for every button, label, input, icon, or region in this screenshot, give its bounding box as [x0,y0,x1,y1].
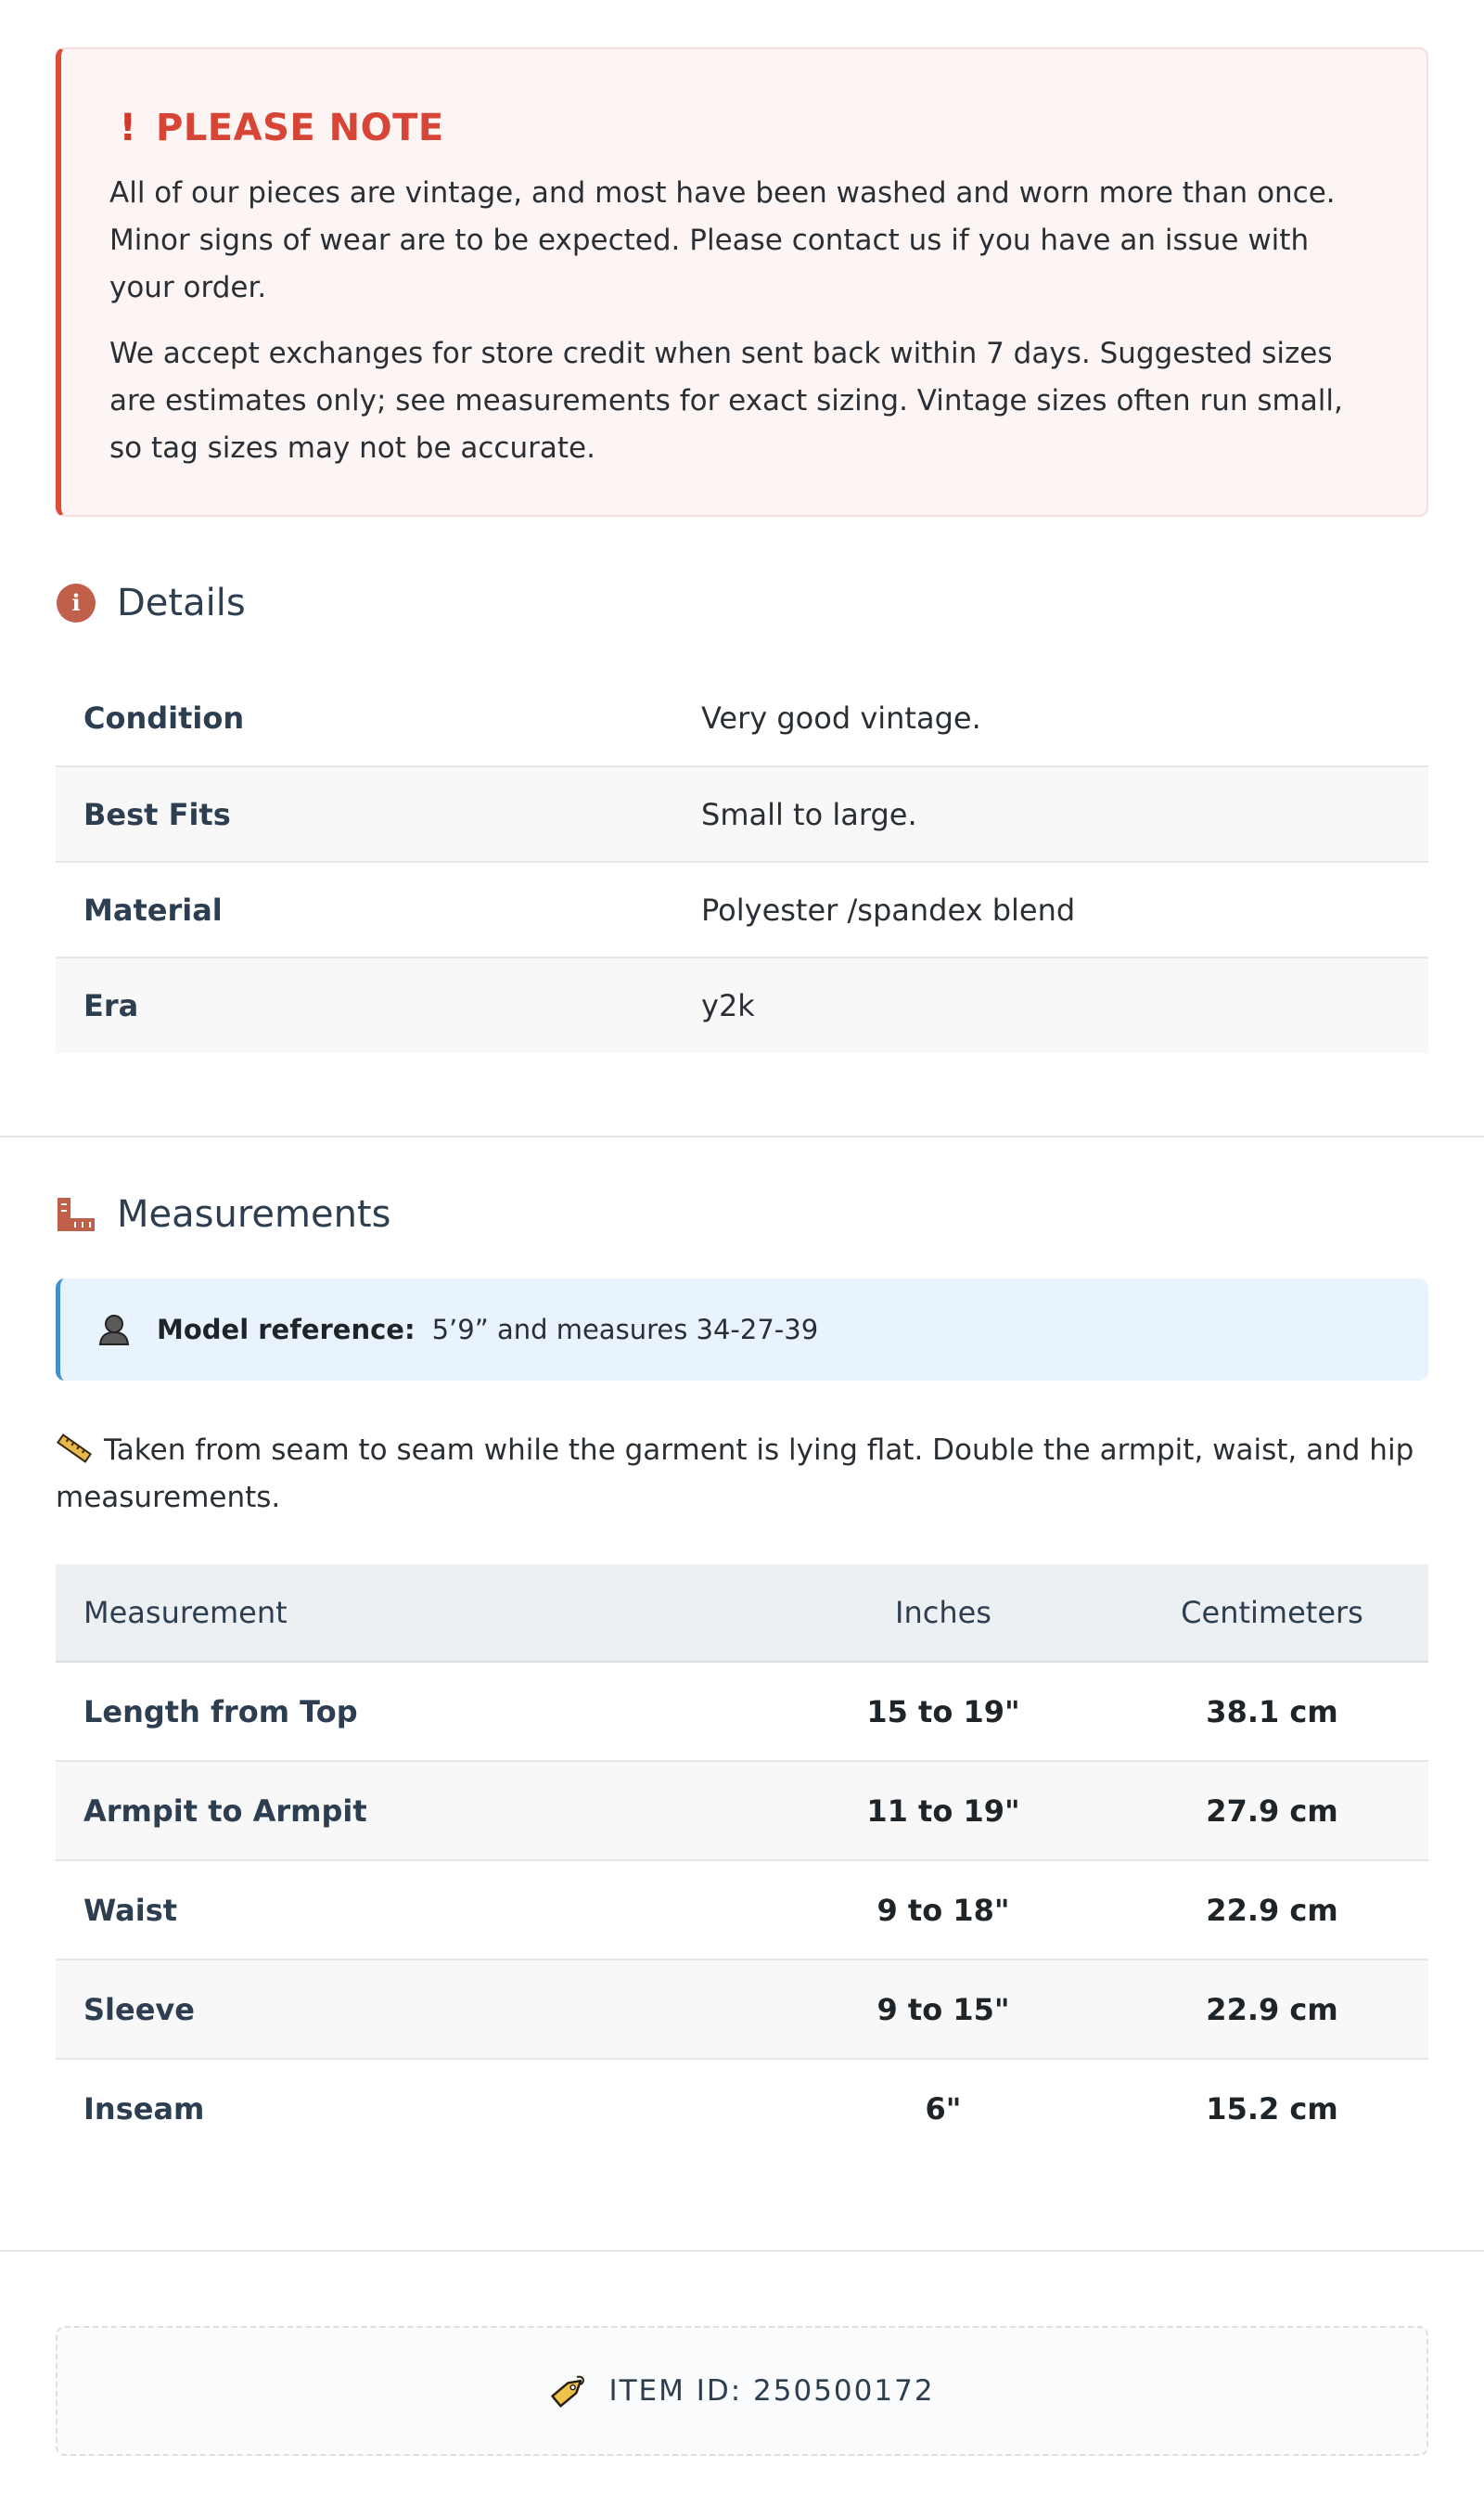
measurement-note [56,1427,1428,1522]
measurement-note-text: Taken from seam to seam while the garment is lying flat. Double the armpit, waist, and hip measurements. [56,1433,1414,1514]
person-icon [97,1313,131,1346]
table-row [56,2059,1428,2157]
detail-label: Era [56,957,673,1053]
detail-label: Best Fits [56,766,673,862]
measurement-name: Armpit to Armpit [56,1761,771,1860]
table-row [56,1960,1428,2059]
measurements-table [56,1564,1428,2157]
column-header-measurement: Measurement [56,1564,771,1662]
table-header-row [56,1564,1428,1662]
model-reference-label: Model reference: [157,1314,416,1345]
measurement-inches: 15 to 19" [866,1693,1020,1729]
detail-value: Very good vintage. [701,700,981,736]
measurement-cm: 22.9 cm [1116,1960,1428,2059]
table-row [56,957,1428,1053]
measurement-inches: 6" [771,2059,1116,2157]
item-id-box [56,2326,1428,2456]
table-row [56,1860,1428,1960]
exclamation-icon: ! [119,107,137,149]
product-info-page [0,47,1484,2456]
details-table [56,671,1428,1053]
detail-value: Small to large. [673,766,1428,862]
measurement-inches: 11 to 19" [771,1761,1116,1860]
ruler-icon [56,1194,96,1235]
model-reference-value: 5’9” and measures 34-27-39 [431,1314,819,1345]
tag-icon [549,2371,588,2410]
measurement-cm: 27.9 cm [1116,1761,1428,1860]
notice-paragraph-1: All of our pieces are vintage, and most have been washed and worn more than once. Minor signs of wear are to be expected. Please contact us if you have an issue with your order. [109,176,1336,304]
measurement-cm: 22.9 cm [1116,1860,1428,1960]
section-divider [0,2250,1484,2252]
details-heading [56,582,1428,624]
detail-label: Material [56,862,673,957]
measurement-cm: 15.2 cm [1116,2059,1428,2157]
table-row [56,1662,1428,1761]
straight-ruler-icon [56,1431,93,1460]
please-note-box [56,47,1428,517]
measurement-name: Length from Top [83,1693,358,1729]
detail-label: Condition [83,700,245,736]
measurement-name: Inseam [56,2059,771,2157]
table-row [56,766,1428,862]
notice-title [109,107,1378,149]
item-id-text: ITEM ID: 250500172 [608,2374,935,2408]
measurements-heading-text: Measurements [117,1193,391,1236]
table-row [56,671,1428,766]
column-header-centimeters: Centimeters [1116,1564,1428,1662]
detail-value: Polyester /spandex blend [673,862,1428,957]
measurement-name: Waist [56,1860,771,1960]
notice-title-text: PLEASE NOTE [156,107,444,149]
section-divider [0,1136,1484,1137]
table-row [56,862,1428,957]
measurement-inches: 9 to 18" [771,1860,1116,1960]
column-header-inches: Inches [771,1564,1116,1662]
measurement-cm: 38.1 cm [1206,1693,1338,1729]
measurement-inches: 9 to 15" [771,1960,1116,2059]
notice-paragraph-2: We accept exchanges for store credit when sent back within 7 days. Suggested sizes are estimates only; see measurements for exact sizing. Vintage sizes often run small, so tag sizes may not be accurate. [109,337,1343,465]
model-reference-box [56,1279,1428,1381]
detail-value: y2k [673,957,1428,1053]
measurements-heading [56,1193,1428,1236]
table-row [56,1761,1428,1860]
details-heading-text: Details [117,582,246,624]
measurement-name: Sleeve [56,1960,771,2059]
info-icon: i [56,583,96,623]
